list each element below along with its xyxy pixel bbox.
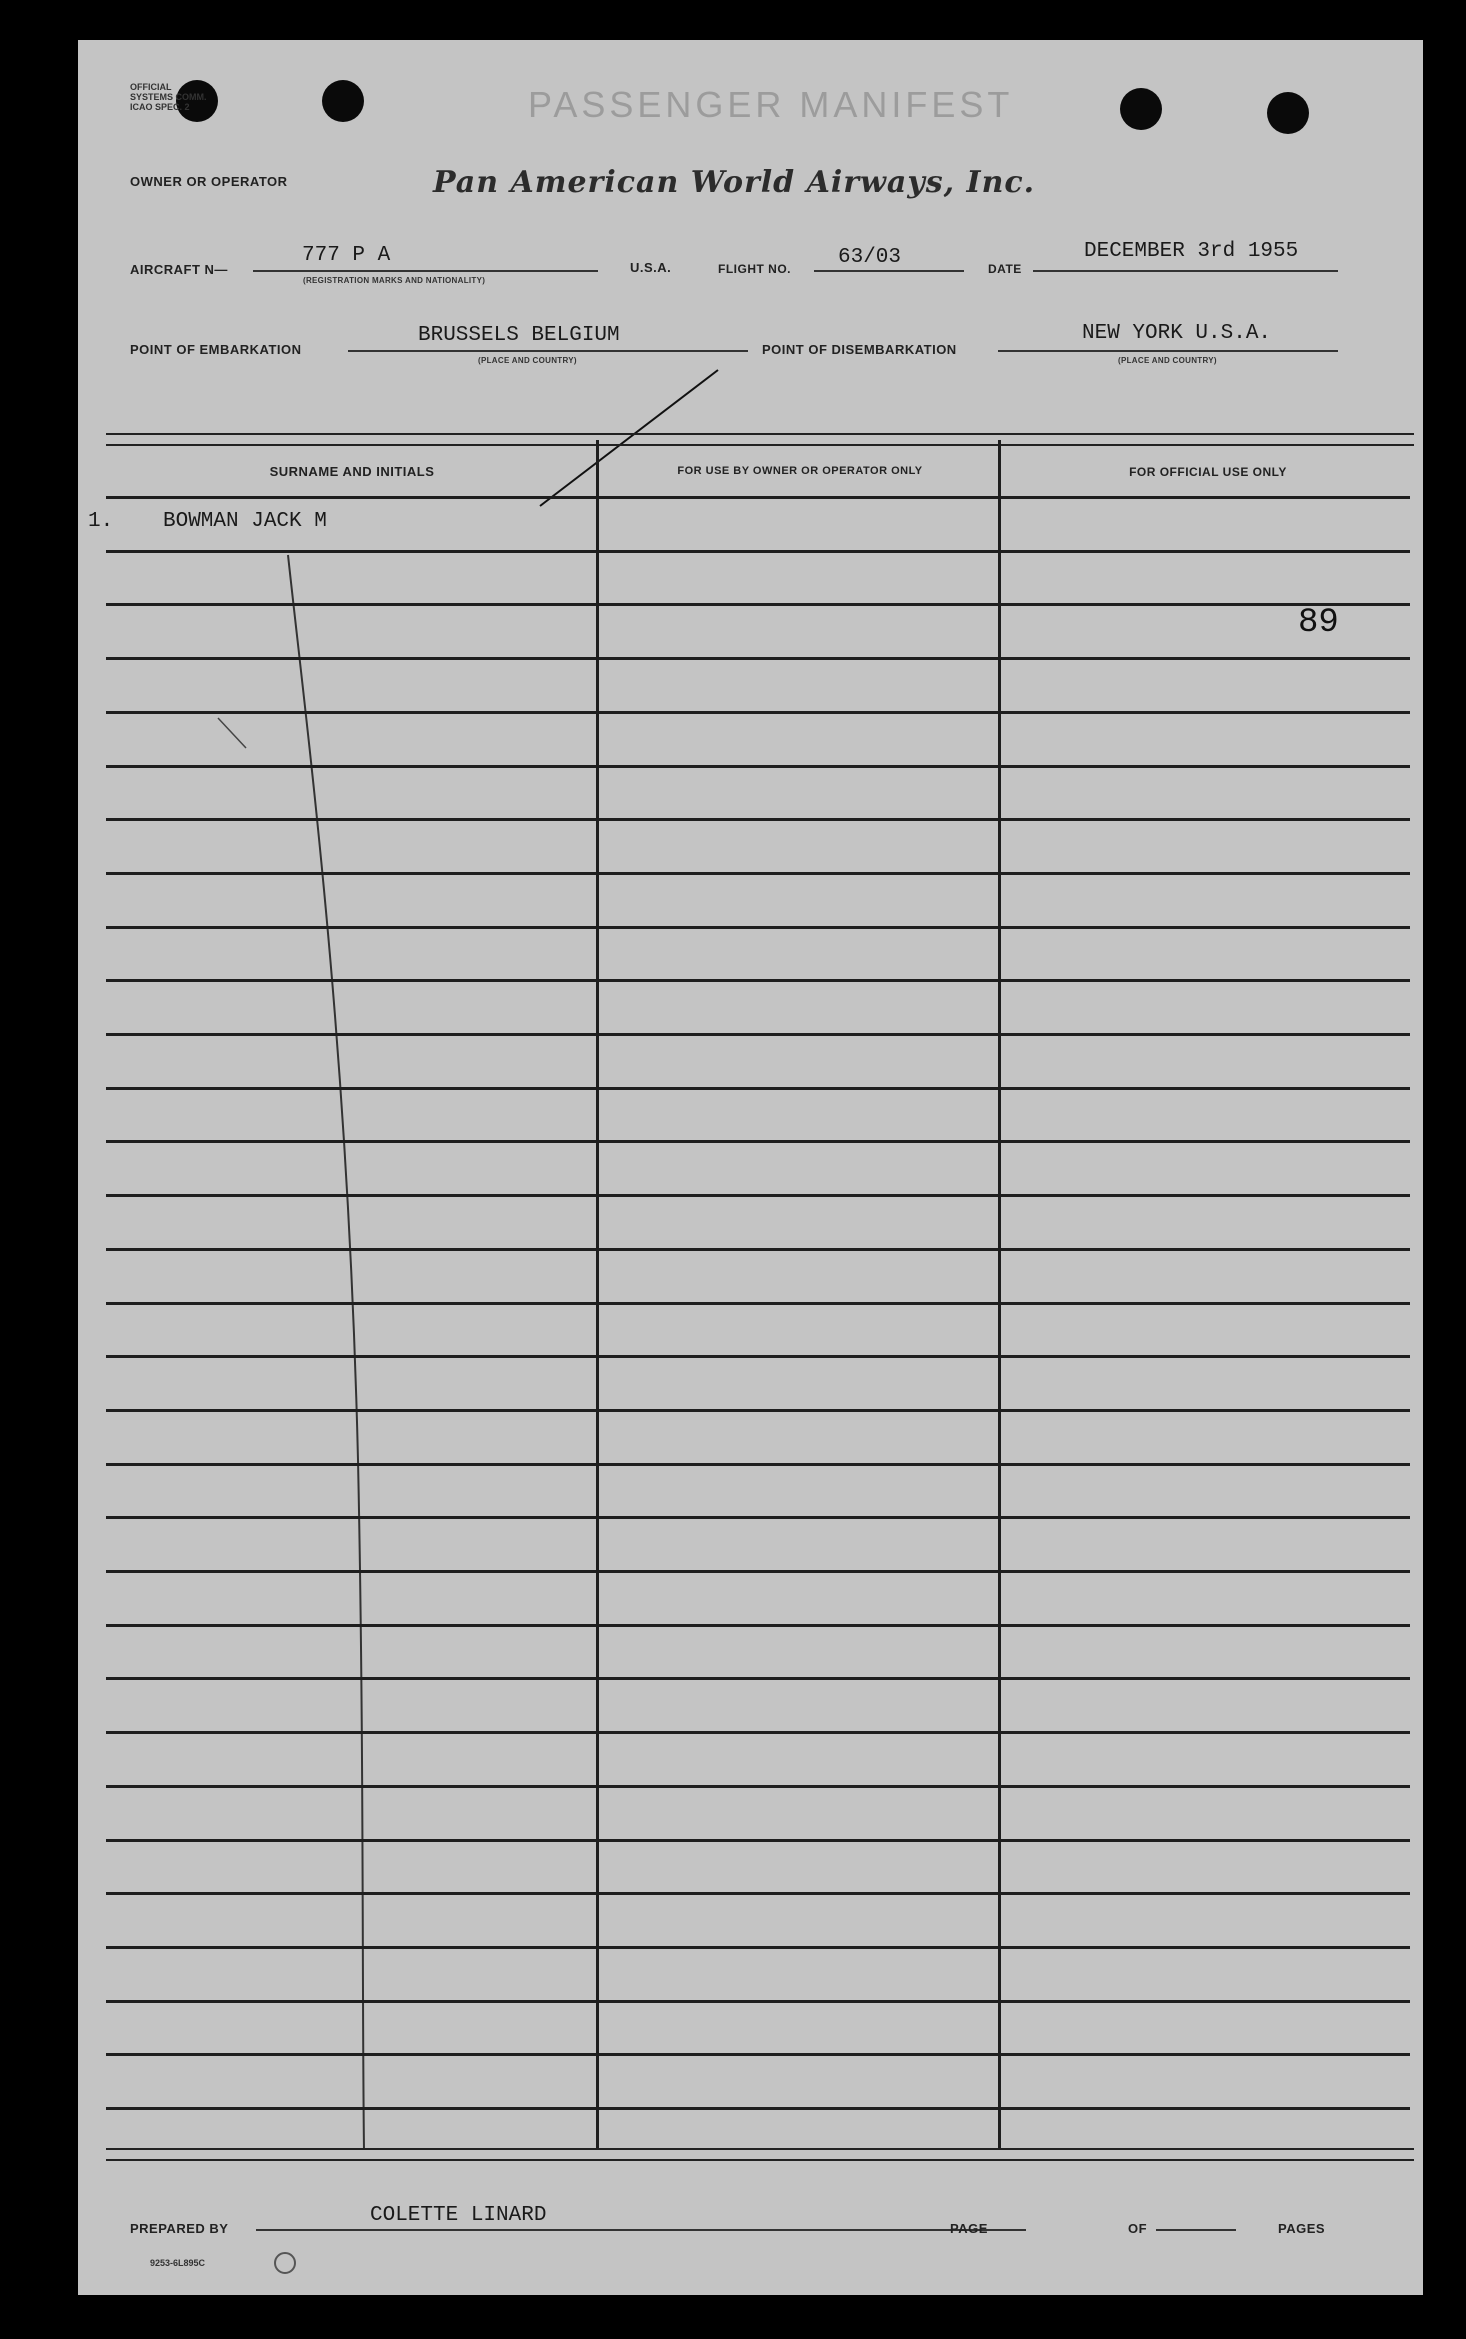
disembarkation-label: POINT OF DISEMBARKATION — [762, 342, 957, 357]
table-row — [106, 657, 1410, 660]
table-row — [106, 1409, 1410, 1412]
date-value: DECEMBER 3rd 1955 — [1084, 240, 1299, 263]
table-row — [106, 2000, 1410, 2003]
pen-strokes — [78, 40, 1423, 2295]
header-surname: SURNAME AND INITIALS — [269, 464, 435, 479]
union-seal-icon — [274, 2252, 296, 2274]
table-row — [106, 1140, 1410, 1143]
prepared-by-value: COLETTE LINARD — [370, 2204, 547, 2227]
table-row — [106, 1731, 1410, 1734]
flight-value: 63/03 — [838, 246, 902, 269]
passenger-name: BOWMAN JACK M — [163, 510, 327, 533]
table-row — [106, 496, 1410, 499]
page-label: PAGE — [950, 2221, 988, 2236]
header-owner-use: FOR USE BY OWNER OR OPERATOR ONLY — [677, 465, 923, 477]
table-row — [106, 1839, 1410, 1842]
header-official-use: FOR OFFICIAL USE ONLY — [1129, 465, 1287, 479]
of-label: OF — [1128, 2221, 1148, 2236]
table-row — [106, 1946, 1410, 1949]
owner-value: Pan American World Airways, Inc. — [433, 165, 1036, 200]
table-row — [106, 2053, 1410, 2056]
table-row — [106, 765, 1410, 768]
table-row — [106, 711, 1410, 714]
embarkation-label: POINT OF EMBARKATION — [130, 342, 302, 357]
table-row — [106, 1677, 1410, 1680]
table-row — [106, 1624, 1410, 1627]
passenger-number: 1. — [88, 510, 114, 533]
date-label: DATE — [988, 262, 1022, 276]
flight-label: FLIGHT NO. — [718, 262, 791, 276]
table-row — [106, 1302, 1410, 1305]
aircraft-value: 777 P A — [302, 244, 391, 267]
table-row — [106, 1570, 1410, 1573]
table-row — [106, 1194, 1410, 1197]
table-row — [106, 1033, 1410, 1036]
table-row — [106, 603, 1410, 606]
manifest-page — [78, 40, 1423, 2295]
registration-note: (REGISTRATION MARKS AND NATIONALITY) — [303, 276, 486, 285]
table-row — [106, 872, 1410, 875]
table-row — [106, 1785, 1410, 1788]
table-row — [106, 979, 1410, 982]
table-top-rule — [106, 433, 1414, 446]
disembarkation-value: NEW YORK U.S.A. — [1082, 322, 1272, 345]
form-code: 9253-6L895C — [150, 2258, 206, 2268]
table-row — [106, 1355, 1410, 1358]
table-row — [106, 1463, 1410, 1466]
table-row — [106, 818, 1410, 821]
prepared-by-label: PREPARED BY — [130, 2221, 229, 2236]
table-row — [106, 550, 1410, 553]
disembarkation-note: (PLACE AND COUNTRY) — [1118, 356, 1217, 365]
table-row — [106, 926, 1410, 929]
owner-label: OWNER OR OPERATOR — [130, 174, 288, 189]
embarkation-value: BRUSSELS BELGIUM — [418, 324, 620, 347]
table-row — [106, 1892, 1410, 1895]
usa-label: U.S.A. — [630, 260, 672, 275]
table-row — [106, 1087, 1410, 1090]
corner-code: OFFICIAL SYSTEMS COMM. ICAO SPEC. 2 — [130, 82, 207, 112]
form-title: PASSENGER MANIFEST — [528, 84, 1014, 125]
table-row — [106, 2107, 1410, 2110]
table-row — [106, 1516, 1410, 1519]
embarkation-note: (PLACE AND COUNTRY) — [478, 356, 577, 365]
official-number: 89 — [1298, 604, 1339, 642]
aircraft-label: AIRCRAFT N— — [130, 262, 228, 277]
pages-label: PAGES — [1278, 2221, 1326, 2236]
table-bottom-rule — [106, 2148, 1414, 2161]
table-row — [106, 1248, 1410, 1251]
